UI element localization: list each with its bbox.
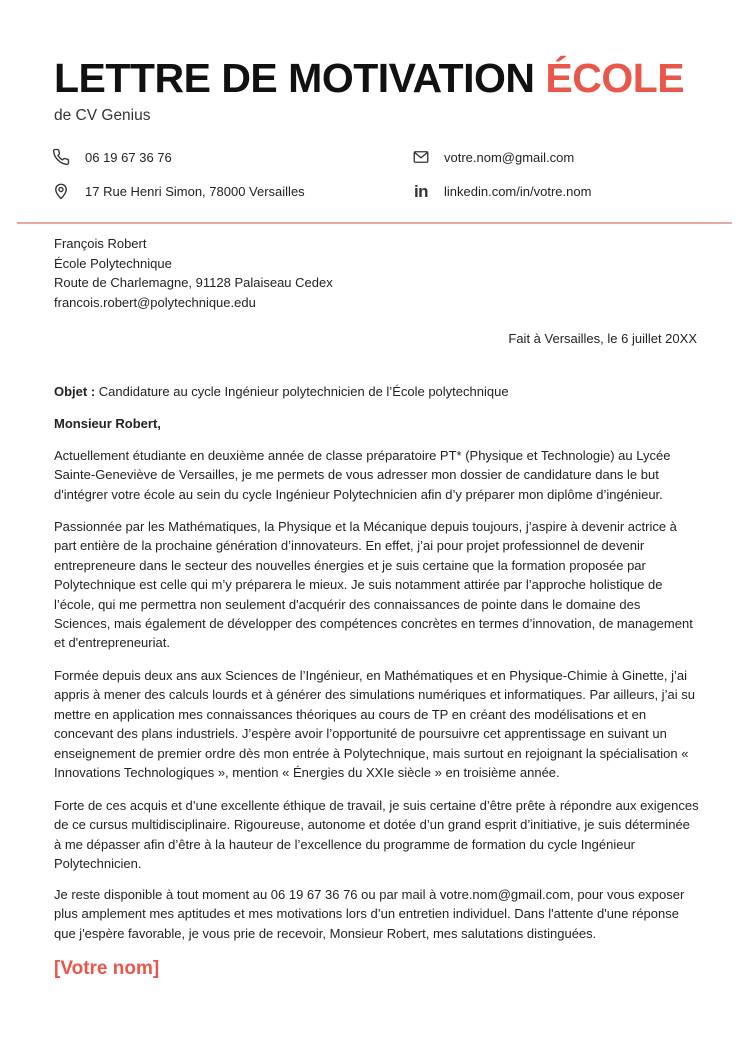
recipient-block xyxy=(54,234,333,312)
map-pin-icon xyxy=(51,181,71,201)
email-value[interactable]: votre.nom@gmail.com xyxy=(444,149,575,165)
linkedin-icon: in xyxy=(413,181,429,201)
linkedin-value[interactable]: linkedin.com/in/votre.nom xyxy=(444,183,592,199)
recipient-address: Route de Charlemagne, 91128 Palaiseau Cedex xyxy=(54,275,333,290)
contact-address xyxy=(51,181,305,201)
paragraph-1: Actuellement étudiante en deuxième année de classe préparatoire PT* (Physique et Technologie) au Lycée Sainte-Geneviève de Versailles, je me permets de vous adresser mon dossier de candidature dans le but d'intégrer votre école au sein du cycle Ingénieur Polytechnicien afin d’y préparer mon diplôme d’ingénieur. xyxy=(54,448,671,502)
title-accent: ÉCOLE xyxy=(545,55,685,101)
title-main: LETTRE DE MOTIVATION xyxy=(54,55,535,101)
paragraph-2: Passionnée par les Mathématiques, la Physique et la Mécanique depuis toujours, j’aspire à devenir actrice à part entière de la prochaine génération d’innovateurs. En effet, j’ai pour projet professionnel de devenir entrepreneure dans le secteur des nouvelles énergies et je suis certaine que la formation proposée par Polytechnique est celle qui m’y préparera le mieux. Je suis notamment attirée par l’approche holistique de l’école, qui me permettra non seulement d'acquérir des connaissances de pointe dans le domaine des Sciences, mais également de développer des compétences concrètes en termes d’innovation, de management et d'entrepreneuriat. xyxy=(54,519,693,651)
envelope-icon xyxy=(411,147,431,167)
salutation: Monsieur Robert, xyxy=(54,416,161,431)
recipient-name: François Robert xyxy=(54,236,147,251)
signature: [Votre nom] xyxy=(54,958,160,979)
subtitle: de CV Genius xyxy=(54,107,151,124)
recipient-organization: École Polytechnique xyxy=(54,255,172,271)
contact-linkedin xyxy=(411,181,591,201)
subject-line xyxy=(54,382,700,401)
page-title xyxy=(54,55,685,101)
subject-label: Objet : xyxy=(54,384,96,399)
phone-icon xyxy=(51,147,71,167)
contact-phone xyxy=(51,147,172,167)
paragraph-3: Formée depuis deux ans aux Sciences de l’Ingénieur, en Mathématiques et en Physique-Chimie à Ginette, j’ai appris à mener des calculs lourds et à générer des simulations numériques et informatiques. Par ailleurs, j’ai su mettre en application mes connaissances théoriques au cours de TP en créant des modélisations et en concevant des plans industriels. J’espère avoir l’opportunité de poursuivre cet apprentissage en suivant un enseignement de premier ordre dès mon entrée à Polytechnique, mais surtout en rejoignant la spécialisation « Innovations Technologiques », mention « Énergies du XXIe siècle » en troisième année. xyxy=(54,668,695,781)
recipient-email[interactable]: francois.robert@polytechnique.edu xyxy=(54,294,256,310)
date-line: Fait à Versailles, le 6 juillet 20XX xyxy=(508,331,697,346)
address-value: 17 Rue Henri Simon, 78000 Versailles xyxy=(85,183,305,199)
contact-email xyxy=(411,147,574,167)
paragraph-4: Forte de ces acquis et d’une excellente éthique de travail, je suis certaine d’être prête à répondre aux exigences de ce cursus multidisciplinaire. Rigoureuse, autonome et dotée d’un grand esprit d’initiative, je suis déterminée à me dépasser afin d’être à la hauteur de l’excellence du programme de formation du cycle Ingénieur Polytechnicien. xyxy=(54,798,699,872)
phone-value: 06 19 67 36 76 xyxy=(85,149,172,165)
header-divider xyxy=(17,222,732,224)
paragraph-5: Je reste disponible à tout moment au 06 19 67 36 76 ou par mail à votre.nom@gmail.com, pour vous exposer plus amplement mes aptitudes et mes motivations lors d’un entretien individuel. Dans l'attente d'une réponse que j'espère favorable, je vous prie de recevoir, Monsieur Robert, mes salutations distinguées. xyxy=(54,887,685,941)
subject-text: Candidature au cycle Ingénieur polytechnicien de l’École polytechnique xyxy=(95,384,509,399)
